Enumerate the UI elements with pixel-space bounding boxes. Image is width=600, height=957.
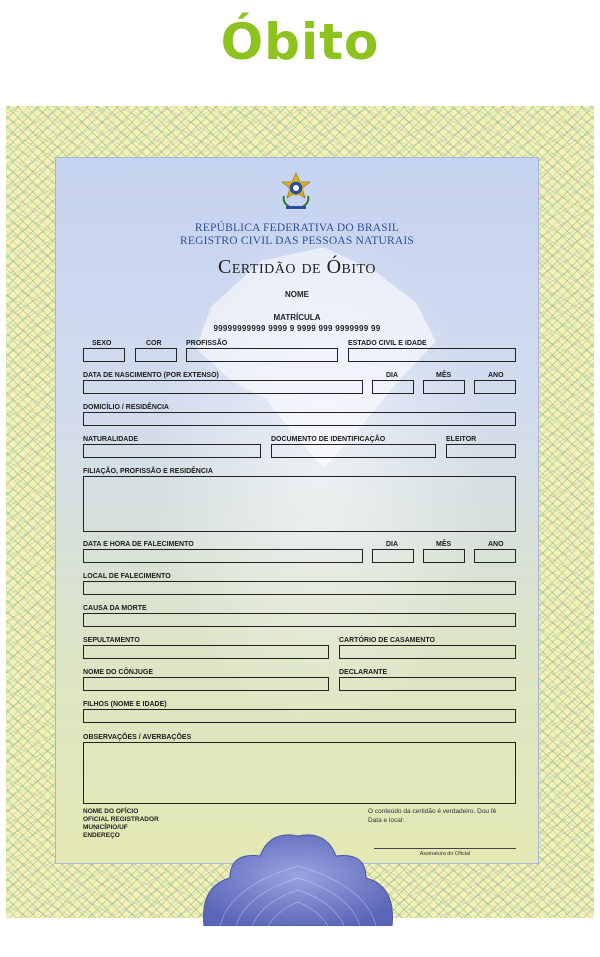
death-place-field[interactable] [83, 581, 516, 595]
residence-label: DOMICÍLIO / RESIDÊNCIA [83, 404, 169, 411]
birth-month-field[interactable] [423, 380, 465, 394]
registration-label: MATRÍCULA [273, 313, 321, 322]
cause-of-death-field[interactable] [83, 613, 516, 627]
birthplace-label: NATURALIDADE [83, 436, 139, 443]
parentage-label: FILIAÇÃO, PROFISSÃO E RESIDÊNCIA [83, 468, 213, 475]
profession-field[interactable] [186, 348, 338, 362]
death-certificate [55, 157, 539, 864]
name-label: NOME [285, 290, 309, 299]
signature-label: Assinatura do Oficial [419, 851, 471, 857]
burial-field[interactable] [83, 645, 329, 659]
color-field[interactable] [135, 348, 177, 362]
security-rosette [200, 816, 396, 926]
death-date-label: DATA E HORA DE FALECIMENTO [83, 541, 194, 548]
declarant-label: DECLARANTE [339, 669, 388, 676]
death-month-label: MÊS [436, 541, 452, 548]
children-label: FILHOS (NOME E IDADE) [83, 701, 167, 708]
office-name-label: NOME DO OFÍCIO [83, 808, 139, 815]
header-republic: REPÚBLICA FEDERATIVA DO BRASIL [194, 222, 400, 234]
page-title: Óbito [220, 13, 380, 71]
birth-month-label: MÊS [436, 372, 452, 379]
birthplace-field[interactable] [83, 444, 261, 458]
birth-year-field[interactable] [474, 380, 516, 394]
spouse-field[interactable] [83, 677, 329, 691]
marriage-registry-field[interactable] [339, 645, 516, 659]
death-date-field[interactable] [83, 549, 363, 563]
death-place-label: LOCAL DE FALECIMENTO [83, 573, 171, 580]
birth-day-field[interactable] [372, 380, 414, 394]
burial-label: SEPULTAMENTO [83, 637, 140, 644]
marriage-registry-label: CARTÓRIO DE CASAMENTO [339, 637, 435, 644]
sex-field[interactable] [83, 348, 125, 362]
residence-field[interactable] [83, 412, 516, 426]
header-registry: REGISTRO CIVIL DAS PESSOAS NATURAIS [179, 235, 415, 247]
sex-label: SEXO [92, 340, 112, 347]
municipality-label: MUNICÍPIO/UF [83, 824, 128, 831]
marital-status-label: ESTADO CIVIL E IDADE [348, 340, 427, 347]
brazil-coat-of-arms-icon [278, 172, 314, 212]
date-place-label: Data e local: [368, 817, 405, 824]
registration-number: 99999999999 9999 9 9999 999 9999999 99 [213, 324, 381, 333]
attestation-text: O conteúdo da certidão é verdadeiro. Dou fé [368, 808, 497, 815]
registrar-label: OFICIAL REGISTRADOR [83, 816, 159, 823]
birth-date-label: DATA DE NASCIMENTO (POR EXTENSO) [83, 372, 219, 379]
birth-date-field[interactable] [83, 380, 363, 394]
voter-field[interactable] [446, 444, 516, 458]
id-document-field[interactable] [271, 444, 436, 458]
observations-label: OBSERVAÇÕES / AVERBAÇÕES [83, 734, 192, 741]
children-field[interactable] [83, 709, 516, 723]
color-label: COR [146, 340, 162, 347]
declarant-field[interactable] [339, 677, 516, 691]
address-label: ENDEREÇO [83, 832, 120, 839]
observations-field[interactable] [83, 742, 516, 804]
profession-label: PROFISSÃO [186, 340, 228, 347]
cause-of-death-label: CAUSA DA MORTE [83, 605, 147, 612]
certificate-title: Certidão de Óbito [218, 256, 376, 278]
death-month-field[interactable] [423, 549, 465, 563]
death-day-field[interactable] [372, 549, 414, 563]
death-year-label: ANO [488, 541, 504, 548]
death-year-field[interactable] [474, 549, 516, 563]
voter-label: ELEITOR [446, 436, 477, 443]
death-day-label: DIA [386, 541, 399, 548]
id-document-label: DOCUMENTO DE IDENTIFICAÇÃO [271, 436, 386, 443]
marital-status-field[interactable] [348, 348, 516, 362]
birth-day-label: DIA [386, 372, 399, 379]
parentage-field[interactable] [83, 476, 516, 532]
birth-year-label: ANO [488, 372, 504, 379]
spouse-label: NOME DO CÔNJUGE [83, 669, 154, 676]
